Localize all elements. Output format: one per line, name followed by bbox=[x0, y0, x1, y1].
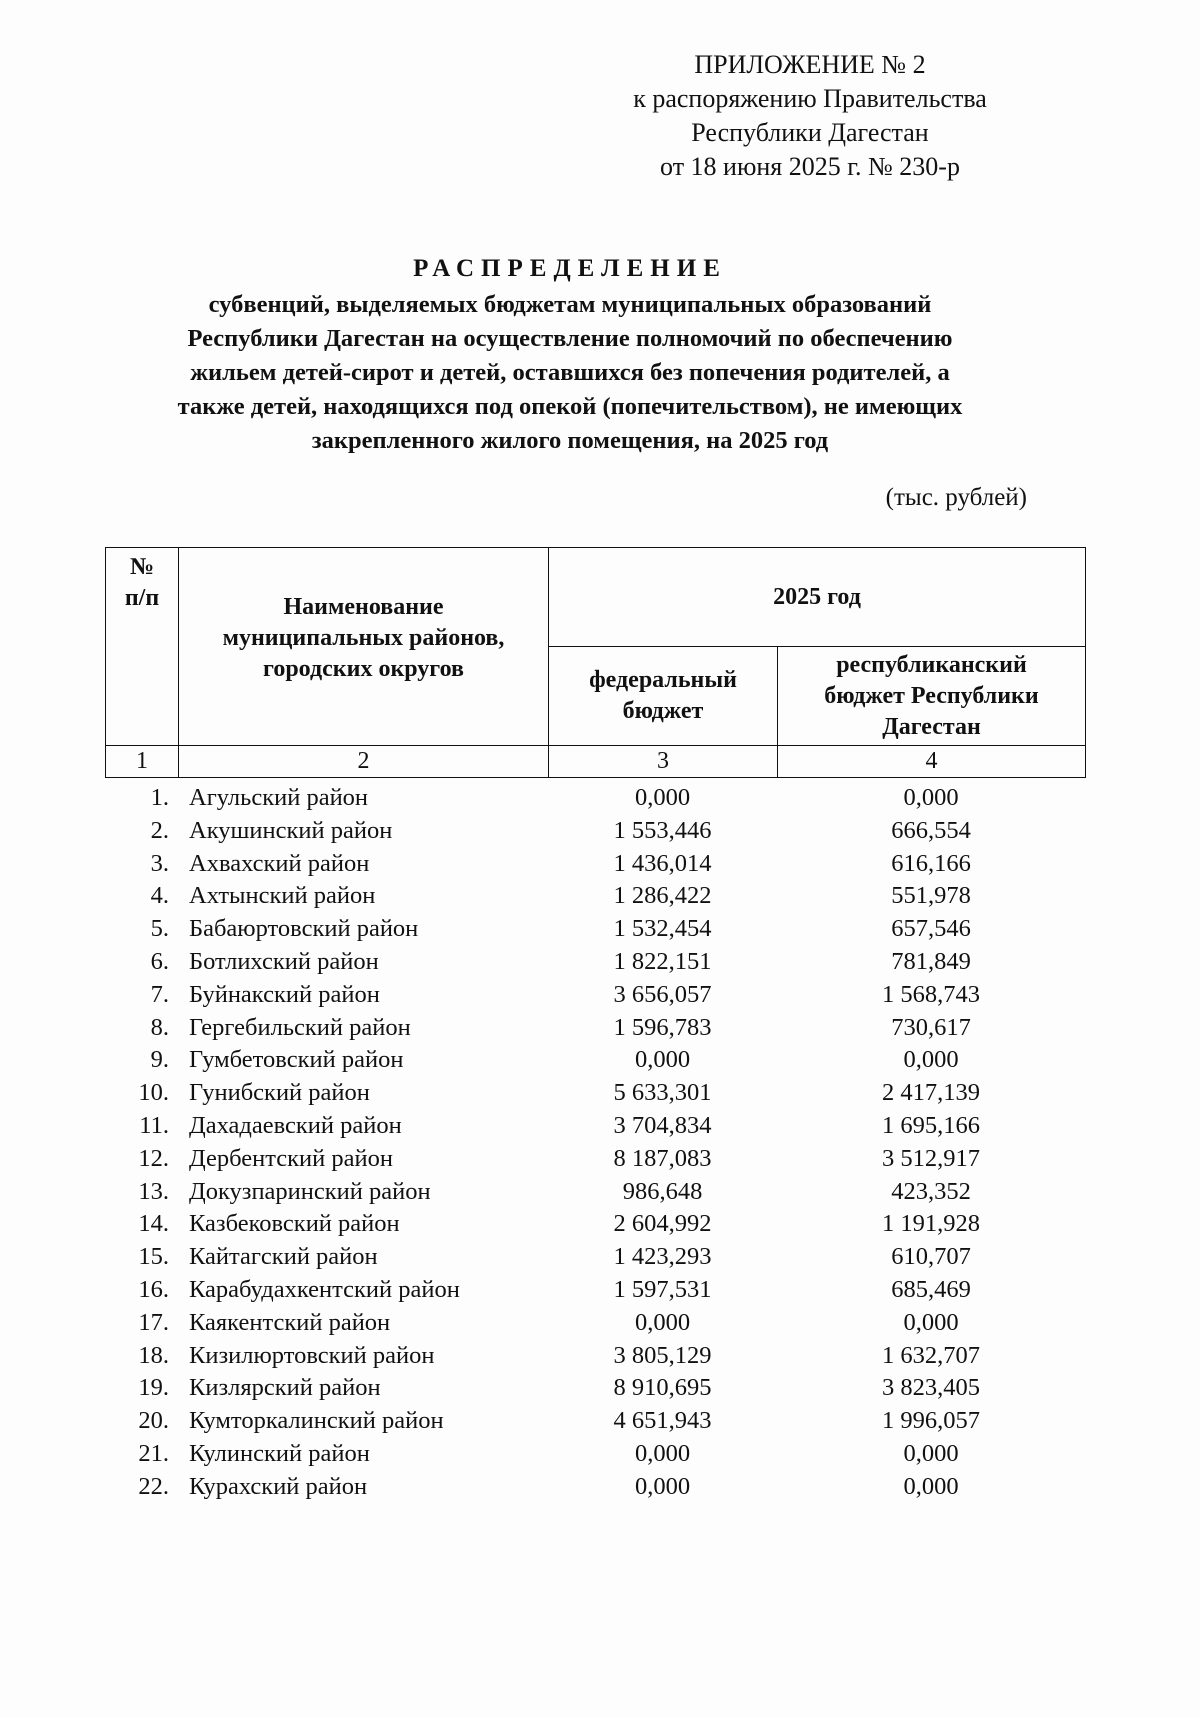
republic-budget-value: 781,849 bbox=[891, 947, 971, 975]
table-row bbox=[105, 1241, 1085, 1274]
federal-budget-value: 8 187,083 bbox=[613, 1144, 712, 1172]
district-name: Бабаюртовский район bbox=[189, 915, 419, 943]
federal-budget-value: 1 596,783 bbox=[613, 1013, 712, 1041]
republic-budget-value: 551,978 bbox=[891, 882, 971, 910]
federal-budget-value: 2 604,992 bbox=[613, 1210, 712, 1238]
district-name: Кизлярский район bbox=[189, 1374, 381, 1402]
republic-budget-value: 1 695,166 bbox=[882, 1111, 980, 1139]
federal-budget-value: 3 805,129 bbox=[613, 1341, 712, 1369]
appendix-republic-line: Республики Дагестан bbox=[691, 118, 929, 147]
table-row bbox=[105, 848, 1085, 881]
table-row bbox=[105, 1438, 1085, 1471]
district-name: Кумторкалинский район bbox=[189, 1407, 444, 1435]
table-row bbox=[105, 1372, 1085, 1405]
republic-budget-value: 0,000 bbox=[903, 1439, 959, 1467]
units-label: (тыс. рублей) bbox=[885, 484, 1027, 511]
title-block bbox=[100, 253, 1040, 458]
federal-budget-value: 986,648 bbox=[622, 1177, 703, 1205]
row-number: 20. bbox=[138, 1407, 169, 1435]
republic-budget-value: 610,707 bbox=[891, 1243, 971, 1271]
republic-budget-value: 0,000 bbox=[903, 1308, 959, 1336]
federal-budget-value: 0,000 bbox=[634, 1308, 691, 1336]
row-number: 21. bbox=[138, 1439, 169, 1467]
republic-budget-value: 3 512,917 bbox=[882, 1144, 980, 1172]
row-number: 15. bbox=[138, 1243, 169, 1271]
district-name: Агульский район bbox=[189, 784, 369, 811]
district-name: Гумбетовский район bbox=[189, 1046, 404, 1074]
row-number: 9. bbox=[150, 1046, 169, 1074]
district-name: Кизилюртовский район bbox=[189, 1341, 435, 1369]
federal-budget-value: 3 704,834 bbox=[613, 1111, 712, 1139]
table-row bbox=[105, 1143, 1085, 1176]
republic-budget-value: 3 823,405 bbox=[882, 1374, 980, 1402]
row-number: 4. bbox=[150, 882, 169, 910]
row-number: 8. bbox=[150, 1013, 169, 1041]
table-row bbox=[105, 880, 1085, 913]
federal-budget-value: 0,000 bbox=[634, 1439, 691, 1467]
republic-budget-value: 0,000 bbox=[903, 1472, 959, 1500]
table-row bbox=[105, 1340, 1085, 1373]
federal-budget-value: 0,000 bbox=[634, 1472, 691, 1500]
republic-budget-value: 1 632,707 bbox=[882, 1341, 980, 1369]
republic-budget-value: 730,617 bbox=[891, 1013, 971, 1041]
row-number: 22. bbox=[138, 1472, 169, 1500]
subtitle-line: Республики Дагестан на осуществление полномочий по обеспечению bbox=[187, 325, 953, 352]
column-index: 3 bbox=[549, 746, 778, 778]
column-header-year: 2025 год bbox=[549, 548, 1086, 647]
row-number: 14. bbox=[138, 1210, 169, 1238]
district-name: Кайтагский район bbox=[189, 1243, 378, 1271]
republic-budget-value: 423,352 bbox=[891, 1177, 971, 1205]
document-subtitle bbox=[100, 288, 1040, 458]
republic-budget-value: 0,000 bbox=[903, 1046, 959, 1074]
table-row bbox=[105, 913, 1085, 946]
district-name: Карабудахкентский район bbox=[189, 1275, 460, 1303]
table-row bbox=[105, 1471, 1085, 1504]
district-name: Кулинский район bbox=[189, 1439, 370, 1467]
district-name: Казбековский район bbox=[189, 1210, 400, 1238]
table-row bbox=[105, 1307, 1085, 1340]
district-name: Ахвахский район bbox=[189, 849, 370, 877]
column-index: 2 bbox=[179, 746, 549, 778]
column-header-name: Наименование муниципальных районов, городских округов bbox=[179, 548, 549, 746]
row-number: 7. bbox=[150, 980, 169, 1008]
district-name: Дахадаевский район bbox=[189, 1111, 402, 1139]
column-header-republic: республиканский бюджет Республики Дагестан bbox=[778, 647, 1086, 746]
district-name: Гунибский район bbox=[189, 1079, 370, 1107]
table-row bbox=[105, 1274, 1085, 1307]
table-row bbox=[105, 946, 1085, 979]
table-row bbox=[105, 815, 1085, 848]
subtitle-line: субвенций, выделяемых бюджетам муниципальных образований bbox=[208, 291, 932, 318]
table-row bbox=[105, 1077, 1085, 1110]
republic-budget-value: 0,000 bbox=[903, 784, 959, 811]
column-index: 1 bbox=[106, 746, 179, 778]
table-row bbox=[105, 979, 1085, 1012]
subtitle-line: жильем детей-сирот и детей, оставшихся без попечения родителей, а bbox=[190, 359, 950, 386]
row-number: 2. bbox=[150, 816, 169, 844]
republic-budget-value: 657,546 bbox=[891, 915, 971, 943]
federal-budget-value: 4 651,943 bbox=[613, 1407, 712, 1435]
column-header-federal: федеральный бюджет bbox=[549, 647, 778, 746]
district-name: Гергебильский район bbox=[189, 1013, 411, 1041]
table-row bbox=[105, 1405, 1085, 1438]
district-name: Курахский район bbox=[189, 1472, 368, 1500]
row-number: 5. bbox=[150, 915, 169, 943]
district-name: Ботлихский район bbox=[189, 947, 379, 975]
district-name: Акушинский район bbox=[189, 816, 393, 844]
row-number: 3. bbox=[150, 849, 169, 877]
district-name: Каякентский район bbox=[189, 1308, 391, 1336]
row-number: 16. bbox=[138, 1275, 169, 1303]
republic-budget-value: 1 191,928 bbox=[882, 1210, 980, 1238]
row-number: 12. bbox=[138, 1144, 169, 1172]
table-row bbox=[105, 1208, 1085, 1241]
row-number: 1. bbox=[150, 784, 169, 811]
federal-budget-value: 1 532,454 bbox=[613, 915, 712, 943]
federal-budget-value: 1 553,446 bbox=[613, 816, 712, 844]
district-name: Докузпаринский район bbox=[189, 1177, 431, 1205]
table-row bbox=[105, 1044, 1085, 1077]
row-number: 11. bbox=[139, 1111, 169, 1139]
appendix-reference bbox=[560, 48, 1060, 184]
document-title: РАСПРЕДЕЛЕНИЕ bbox=[413, 255, 727, 282]
subtitle-line: закрепленного жилого помещения, на 2025 год bbox=[311, 427, 829, 454]
republic-budget-value: 1 996,057 bbox=[882, 1407, 980, 1435]
table-header bbox=[105, 547, 1086, 778]
table-row bbox=[105, 1012, 1085, 1045]
row-number: 13. bbox=[138, 1177, 169, 1205]
republic-budget-value: 666,554 bbox=[891, 816, 971, 844]
table-row bbox=[105, 1110, 1085, 1143]
republic-budget-value: 685,469 bbox=[891, 1275, 971, 1303]
appendix-number: ПРИЛОЖЕНИЕ № 2 bbox=[694, 50, 926, 79]
table-row bbox=[105, 1176, 1085, 1209]
federal-budget-value: 8 910,695 bbox=[613, 1374, 712, 1402]
federal-budget-value: 0,000 bbox=[634, 1046, 691, 1074]
table-body bbox=[105, 782, 1085, 1504]
republic-budget-value: 1 568,743 bbox=[882, 980, 980, 1008]
row-number: 19. bbox=[138, 1374, 169, 1402]
column-index-row bbox=[106, 746, 1086, 778]
district-name: Дербентский район bbox=[189, 1144, 393, 1172]
row-number: 6. bbox=[150, 947, 169, 975]
republic-budget-value: 616,166 bbox=[891, 849, 971, 877]
federal-budget-value: 0,000 bbox=[634, 784, 691, 811]
federal-budget-value: 5 633,301 bbox=[613, 1079, 712, 1107]
table-row bbox=[105, 782, 1085, 815]
row-number: 10. bbox=[138, 1079, 169, 1107]
federal-budget-value: 1 822,151 bbox=[613, 947, 712, 975]
federal-budget-value: 1 597,531 bbox=[613, 1275, 712, 1303]
federal-budget-value: 1 436,014 bbox=[613, 849, 712, 877]
appendix-date-line: от 18 июня 2025 г. № 230-р bbox=[660, 152, 960, 181]
republic-budget-value: 2 417,139 bbox=[882, 1079, 980, 1107]
column-header-number: № п/п bbox=[106, 548, 179, 746]
federal-budget-value: 3 656,057 bbox=[613, 980, 712, 1008]
row-number: 18. bbox=[138, 1341, 169, 1369]
federal-budget-value: 1 286,422 bbox=[613, 882, 712, 910]
federal-budget-value: 1 423,293 bbox=[613, 1243, 712, 1271]
row-number: 17. bbox=[138, 1308, 169, 1336]
district-name: Ахтынский район bbox=[189, 882, 376, 910]
column-index: 4 bbox=[778, 746, 1086, 778]
appendix-order-line: к распоряжению Правительства bbox=[633, 84, 987, 113]
district-name: Буйнакский район bbox=[189, 980, 380, 1008]
subtitle-line: также детей, находящихся под опекой (попечительством), не имеющих bbox=[177, 393, 963, 420]
